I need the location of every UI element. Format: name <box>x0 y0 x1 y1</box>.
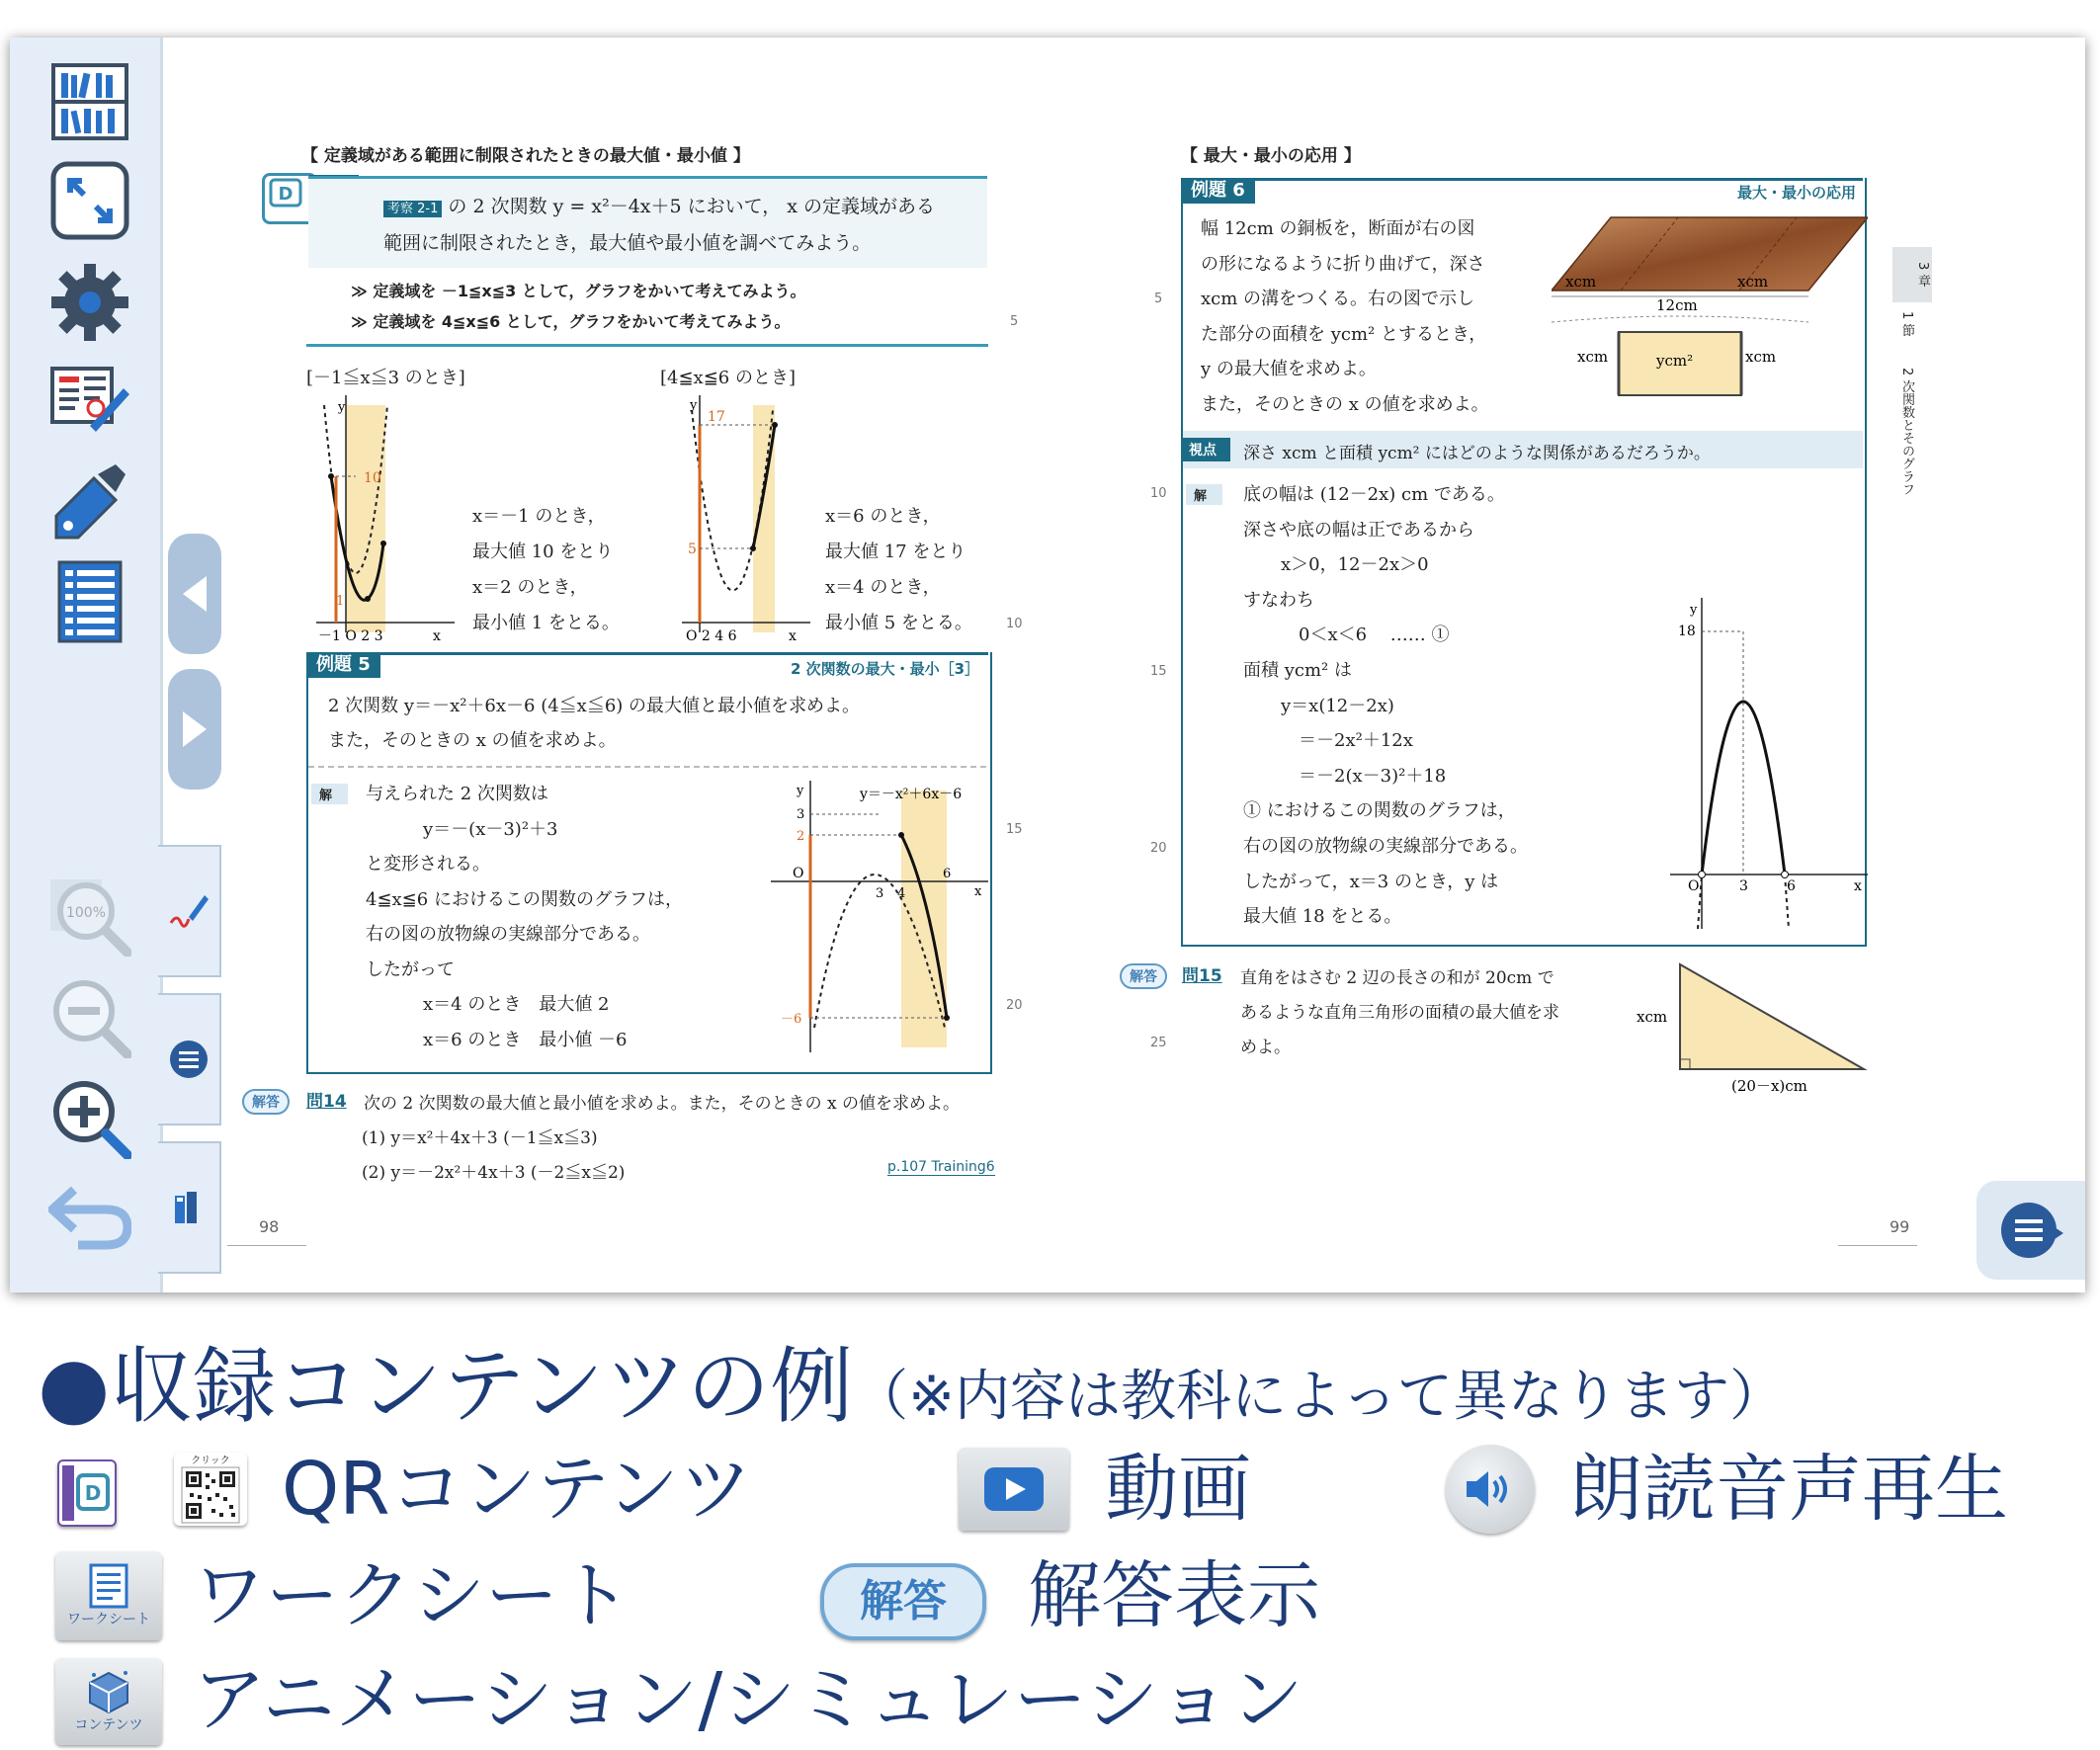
animation-icon <box>55 1658 162 1745</box>
qr-d-legend-icon <box>57 1459 117 1527</box>
zoom-out-icon[interactable] <box>45 974 134 1059</box>
solution-label: 解 <box>311 784 348 804</box>
question14-item: (2) y＝－2x²＋4x＋3 (－2≦x≦2) <box>362 1163 626 1183</box>
line-number: 5 <box>1154 292 1163 306</box>
section-tab: 1 節 <box>1899 311 1914 337</box>
fig-side-right: xcm <box>1745 348 1777 366</box>
contents-icon-label: コンテンツ <box>74 1717 143 1733</box>
g3-minus6: －6 <box>781 1012 802 1027</box>
hint-2: ≫ 定義域を 4≦x≦6 として，グラフをかいて考えてみよう。 <box>351 312 791 331</box>
g3-y: y <box>797 784 804 798</box>
example6-lines <box>1201 211 1489 422</box>
bookmark-tab[interactable] <box>158 1141 221 1274</box>
section-title: 【 定義域がある範囲に制限されたときの最大値・最小値 】 <box>301 146 750 166</box>
solution-line: 4≦x≦6 におけるこの関数のグラフは， <box>366 888 683 910</box>
example6-line: の形になるように折り曲げて，深さ <box>1201 253 1485 275</box>
tag-pin-icon[interactable] <box>45 458 134 542</box>
case2-line: x＝4 のとき， <box>825 577 941 598</box>
zoom-100-icon[interactable] <box>45 873 134 958</box>
g3-two: 2 <box>797 829 805 844</box>
previous-page-button[interactable] <box>168 534 221 654</box>
case1-line: x＝2 のとき， <box>472 577 588 598</box>
g3-x6: 6 <box>943 867 952 881</box>
solution6-line: x＞0，12－2x＞0 <box>1281 554 1429 576</box>
solution6-line: すなわち <box>1243 589 1314 611</box>
settings-icon[interactable] <box>45 260 134 345</box>
fig-side-left: xcm <box>1577 348 1609 366</box>
g6-o: O <box>1688 878 1700 894</box>
table-of-contents-icon[interactable] <box>45 559 134 644</box>
case2-line: 最小値 5 をとる。 <box>825 613 972 633</box>
case2-title: [4≦x≦6 のとき] <box>660 368 796 388</box>
page-number-right: 99 <box>1890 1217 1910 1236</box>
fullscreen-icon[interactable] <box>45 158 134 243</box>
solution6-line: 面積 ycm² は <box>1243 659 1352 681</box>
g1-xaxis: －1 O 2 3 <box>318 628 383 642</box>
training-link[interactable]: p.107 Training6 <box>887 1159 995 1175</box>
worksheet-edit-icon[interactable] <box>45 357 134 442</box>
question15-line: 直角をはさむ 2 辺の長さの和が 20cm で <box>1240 968 1554 988</box>
chapter-title-tab: 2 次関数とそのグラフ <box>1899 368 1914 496</box>
question14-label: 問14 <box>306 1092 347 1112</box>
consider-ref: 考察 2-1 <box>383 201 442 217</box>
g1-y: y <box>338 400 346 415</box>
consider-text-1 <box>383 192 935 218</box>
bookshelf-icon[interactable] <box>45 59 134 144</box>
legend-heading-main: ●収録コンテンツの例 <box>38 1338 854 1435</box>
right-triangle-figure <box>1631 960 1868 1099</box>
viewpoint-text: 深さ xcm と面積 ycm² にはどのような関係があるだろうか。 <box>1243 444 1711 463</box>
solution-line: x＝4 のとき 最大値 2 <box>423 994 610 1015</box>
case1-lines <box>472 499 620 641</box>
graph-case-2 <box>682 395 810 642</box>
legend-video-label: 動画 <box>1105 1447 1251 1532</box>
question15-label: 問15 <box>1182 966 1222 986</box>
case1-line: x＝－1 のとき， <box>472 506 606 527</box>
solution-line: と変形される。 <box>366 854 490 875</box>
next-page-button[interactable] <box>168 669 221 790</box>
zoom-in-icon[interactable] <box>45 1075 134 1160</box>
case1-line: 最小値 1 をとる。 <box>472 613 620 633</box>
example6-label: 例題 6 <box>1181 178 1255 204</box>
tri-base: (20－x)cm <box>1731 1077 1807 1095</box>
case1-title: [－1≦x≦3 のとき] <box>306 368 465 388</box>
example6-line: また，そのときの x の値を求めよ。 <box>1201 393 1489 415</box>
tool-sidebar <box>10 38 163 1292</box>
solution6-label: 解 <box>1186 484 1222 505</box>
example5-text-1: 2 次関数 y＝－x²＋6x－6 (4≦x≦6) の最大値と最小値を求めよ。 <box>328 696 861 716</box>
menu-tab[interactable] <box>158 993 221 1125</box>
solution6-line: y＝x(12－2x) <box>1281 695 1394 716</box>
hint-1: ≫ 定義域を －1≦x≦3 として，グラフをかいて考えてみよう。 <box>351 282 806 300</box>
footer-rule-right <box>1838 1245 1917 1246</box>
qr-small-label: クリック <box>191 1456 230 1466</box>
legend-heading <box>38 1339 1785 1445</box>
worksheet-icon <box>55 1551 162 1640</box>
line-number: 5 <box>1010 314 1019 329</box>
solution6-line: ＝－2(x－3)²＋18 <box>1299 765 1447 787</box>
case2-line: x＝6 のとき， <box>825 506 941 527</box>
graph-example-6 <box>1670 598 1868 934</box>
worksheet-icon-label: ワークシート <box>67 1612 150 1627</box>
audio-icon <box>1446 1445 1535 1534</box>
example5-topic: 2 次関数の最大・最小［3］ <box>791 660 980 678</box>
solution-line: x＝6 のとき 最小値 －6 <box>423 1029 628 1050</box>
page-number-left: 98 <box>259 1217 280 1236</box>
tri-side: xcm <box>1637 1008 1668 1026</box>
fig-xcm-right: xcm <box>1737 273 1769 291</box>
g3-x3: 3 <box>876 886 884 901</box>
solution6-line: 深さや底の幅は正であるから <box>1243 519 1474 541</box>
pen-tool-tab[interactable] <box>158 845 221 977</box>
example5-text-2: また，そのときの x の値を求めよ。 <box>328 730 617 751</box>
example6-topic: 最大・最小の応用 <box>1737 184 1857 202</box>
chapter-tab: 3 章 <box>1892 247 1932 302</box>
divider <box>306 344 988 347</box>
graph-example-5 <box>771 781 988 1057</box>
consider-text-1-body: の 2 次関数 y = x²－4x＋5 において， x の定義域がある <box>448 196 936 217</box>
solution-line: したがって <box>366 958 455 980</box>
solution6-line: ① におけるこの関数のグラフは， <box>1243 800 1516 822</box>
line-number: 10 <box>1150 486 1167 501</box>
solution-line: y＝－(x－3)²＋3 <box>423 818 558 840</box>
example6-line: xcm の溝をつくる。右の図で示し <box>1201 289 1475 309</box>
example6-line: 幅 12cm の銅板を，断面が右の図 <box>1201 218 1475 239</box>
example5-label: 例題 5 <box>306 652 380 678</box>
solution-line: 右の図の放物線の実線部分である。 <box>366 924 650 945</box>
line-number: 25 <box>1150 1036 1167 1050</box>
case2-line: 最大値 17 をとり <box>825 542 966 562</box>
line-number: 15 <box>1006 822 1023 837</box>
solution6-line: ＝－2x²＋12x <box>1299 730 1413 752</box>
answer-display-icon: 解答 <box>820 1563 986 1640</box>
line-number: 20 <box>1150 841 1167 856</box>
g3-eq: y＝－x²＋6x－6 <box>860 787 963 802</box>
g3-three: 3 <box>797 807 805 822</box>
g3-o: O <box>793 866 804 881</box>
solution6-line: 右の図の放物線の実線部分である。 <box>1243 835 1528 857</box>
g1-one: 1 <box>336 594 345 609</box>
consider-text-2: 範囲に制限されたとき，最大値や最小値を調べてみよう。 <box>383 232 872 254</box>
legend-audio-label: 朗読音声再生 <box>1569 1447 2008 1532</box>
g3-x: x <box>974 884 982 899</box>
g2-seventeen: 17 <box>708 409 725 425</box>
solution6-line: したがって，x＝3 のとき，y は <box>1243 871 1499 892</box>
viewpoint-label: 視点 <box>1183 438 1230 461</box>
solution6-line: 最大値 18 をとる。 <box>1243 906 1402 928</box>
solution6-line: 底の幅は (12－2x) cm である。 <box>1243 484 1505 505</box>
qr-code-icon <box>174 1453 247 1526</box>
fig-width: 12cm <box>1656 296 1698 314</box>
g6-y: y <box>1690 603 1698 618</box>
g6-six: 6 <box>1787 878 1796 894</box>
dashed-divider <box>308 766 986 768</box>
g6-eighteen: 18 <box>1678 624 1696 639</box>
legend-worksheet-label: ワークシート <box>193 1553 631 1638</box>
solution6-lines <box>1243 477 1528 935</box>
legend-qr-label: QRコンテンツ <box>282 1447 752 1532</box>
solution-line: 与えられた 2 次関数は <box>366 784 548 804</box>
fig-area: ycm² <box>1656 352 1694 370</box>
g6-three: 3 <box>1739 878 1748 894</box>
question15-line: あるような直角三角形の面積の最大値を求 <box>1240 1003 1559 1023</box>
legend-answer-label: 解答表示 <box>1028 1553 1320 1638</box>
folded-plate-figure <box>1552 211 1868 419</box>
solution6-line: 0＜x＜6 …… ① <box>1299 625 1450 646</box>
legend-note: （※内容は教科によって異なります） <box>853 1365 1786 1429</box>
legend-animation-label: アニメーション/シミュレーション <box>193 1657 1303 1742</box>
svg-text:100%: 100% <box>65 905 107 921</box>
footer-rule <box>227 1245 306 1246</box>
question15-lines <box>1240 961 1559 1065</box>
g2-five: 5 <box>688 542 697 557</box>
undo-icon[interactable] <box>45 1174 134 1259</box>
g2-xaxis: O 2 4 6 <box>686 628 737 642</box>
solution-lines <box>366 777 683 1057</box>
fig-xcm-left: xcm <box>1565 273 1597 291</box>
video-icon <box>959 1448 1069 1531</box>
svg-text:D: D <box>84 1481 102 1505</box>
g1-ten: 10 <box>364 470 381 486</box>
g2-x: x <box>789 628 797 642</box>
line-number: 10 <box>1006 617 1023 631</box>
answer-button-15[interactable]: 解答 <box>1120 963 1167 989</box>
example5-rule <box>306 652 988 655</box>
example6-line: y の最大値を求めよ。 <box>1201 359 1377 379</box>
case1-line: 最大値 10 をとり <box>472 542 614 562</box>
g2-y: y <box>690 398 698 413</box>
menu-button[interactable] <box>1976 1181 2085 1280</box>
section-title-right: 【 最大・最小の応用 】 <box>1181 146 1361 166</box>
question14-text: 次の 2 次関数の最大値と最小値を求めよ。また，そのときの x の値を求めよ。 <box>364 1094 961 1114</box>
g1-x: x <box>433 628 441 642</box>
example6-rule <box>1181 178 1863 181</box>
g3-x4: 4 <box>897 886 906 901</box>
svg-text:D: D <box>278 184 294 205</box>
line-number: 15 <box>1150 664 1167 679</box>
g6-x: x <box>1854 878 1862 894</box>
case2-lines <box>825 499 972 641</box>
example6-line: た部分の面積を ycm² とするとき， <box>1201 323 1487 345</box>
question15-line: めよ。 <box>1240 1038 1291 1057</box>
question14-item: (1) y＝x²＋4x＋3 (－1≦x≦3) <box>362 1128 598 1148</box>
line-number: 20 <box>1006 998 1023 1013</box>
answer-button-14[interactable]: 解答 <box>242 1089 290 1115</box>
graph-case-1 <box>316 395 455 642</box>
